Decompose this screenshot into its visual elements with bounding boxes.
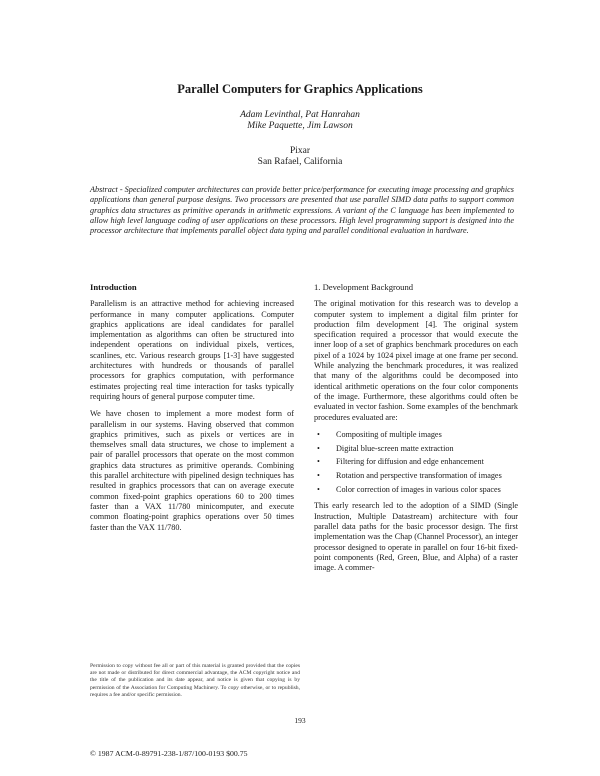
page-number: 193 <box>294 716 306 725</box>
bullet-mark: • <box>317 485 320 495</box>
background-paragraph-1: The original motivation for this research was to develop a computer system to implement a digital film printer for production film development [4]. The original system specification required a processor that would execute the inner loop of a set of graphics benchmark procedures on each pixel of a 1024 by 1024 pixel image at one frame per second. While analyzing the benchmark procedures, it was realized that many of the algorithms could be decomposed into identical arithmetic operations on the four color components of the image. Furthermore, these algorithms could often be evaluated in vector fashion. Some examples of the benchmark procedures evaluated are: <box>314 299 518 422</box>
list-item <box>314 471 518 481</box>
list-item <box>314 444 518 454</box>
affiliation-location: San Rafael, California <box>257 157 343 167</box>
introduction-paragraph-2: We have chosen to implement a more modest form of parallelism in our systems. Having observed that common graphics primitives, such as pixels or vertices are in themselves small data structures, we chose to implement a pair of parallel processors that operate on the most common graphics data structures as primitive operands. Combining this parallel architecture with pipelined design techniques has resulted in graphics processors that can on average execute common fixed-point graphics operations 60 to 200 times faster than a VAX 11/780 minicomputer, and execute common floating-point graphics operations over 50 times faster than the VAX 11/780. <box>90 409 294 532</box>
affiliation-org: Pixar <box>289 146 311 156</box>
introduction-heading: Introduction <box>90 282 137 292</box>
list-item-text: Digital blue-screen matte extraction <box>336 443 454 453</box>
left-column <box>90 282 294 540</box>
list-item-text: Color correction of images in various color spaces <box>336 485 501 495</box>
copyright-line: © 1987 ACM-0-89791-238-1/87/100-0193 $00.75 <box>90 749 248 758</box>
list-item-text: Rotation and perspective transformation of images <box>336 471 502 481</box>
affiliation <box>0 146 600 168</box>
list-item-text: Filtering for diffusion and edge enhancement <box>336 457 484 467</box>
paper-title: Parallel Computers for Graphics Applications <box>177 82 423 96</box>
abstract: Abstract - Specialized computer architectures can provide better price/performance for executing image processing and graphics applications than general purpose designs. Two processors are presented that use parallel SIMD data paths to support common graphics data structures as primitive operands in arithmetic expressions. A variant of the C language has been implemented to allow high level language coding of user applications on these processors. High level programming support is designed into the processor architecture that implements parallel object data typing and parallel conditional evaluation in hardware. <box>90 185 514 236</box>
authors-line-2: Mike Paquette, Jim Lawson <box>247 121 353 131</box>
author-list <box>0 110 600 132</box>
bullet-mark: • <box>317 457 320 467</box>
introduction-paragraph-1: Parallelism is an attractive method for achieving increased performance in many computer applications. Computer graphics applications are ideal candidates for parallel implementation as algorithms can often be structured into independent operations on individual pixels, vertices, scanlines, etc. Various research groups [1-3] have suggested architectures with hundreds or thousands of parallel processors for graphics computation, with performance estimates projecting real time interaction for tasks typically requiring hours of general purpose computer time. <box>90 299 294 401</box>
bullet-mark: • <box>317 429 320 439</box>
permission-notice: Permission to copy without fee all or part of this material is granted provided that the copies are not made or distributed for direct commercial advantage, the ACM copyright notice and the title of the publication and its date appear, and notice is given that copying is by permission of the Association for Computing Machinery. To copy otherwise, or to republish, requires a fee and/or specific permission. <box>90 663 300 698</box>
authors-line-1: Adam Levinthal, Pat Hanrahan <box>240 110 360 120</box>
list-item <box>314 457 518 467</box>
background-paragraph-2: This early research led to the adoption of a SIMD (Single Instruction, Multiple Datastream) architecture with four parallel data paths for the basic processor design. The first implementation was the Chap (Channel Processor), an integer processor designed to operate in parallel on four 16-bit fixed-point components (Red, Green, Blue, and Alpha) of a raster image. A commer- <box>314 501 518 573</box>
benchmark-list <box>314 430 518 495</box>
list-item <box>314 430 518 440</box>
bullet-mark: • <box>317 471 320 481</box>
right-column <box>314 282 518 580</box>
list-item-text: Compositing of multiple images <box>336 429 442 439</box>
bullet-mark: • <box>317 443 320 453</box>
section-1-heading: 1. Development Background <box>314 282 414 292</box>
list-item <box>314 485 518 495</box>
